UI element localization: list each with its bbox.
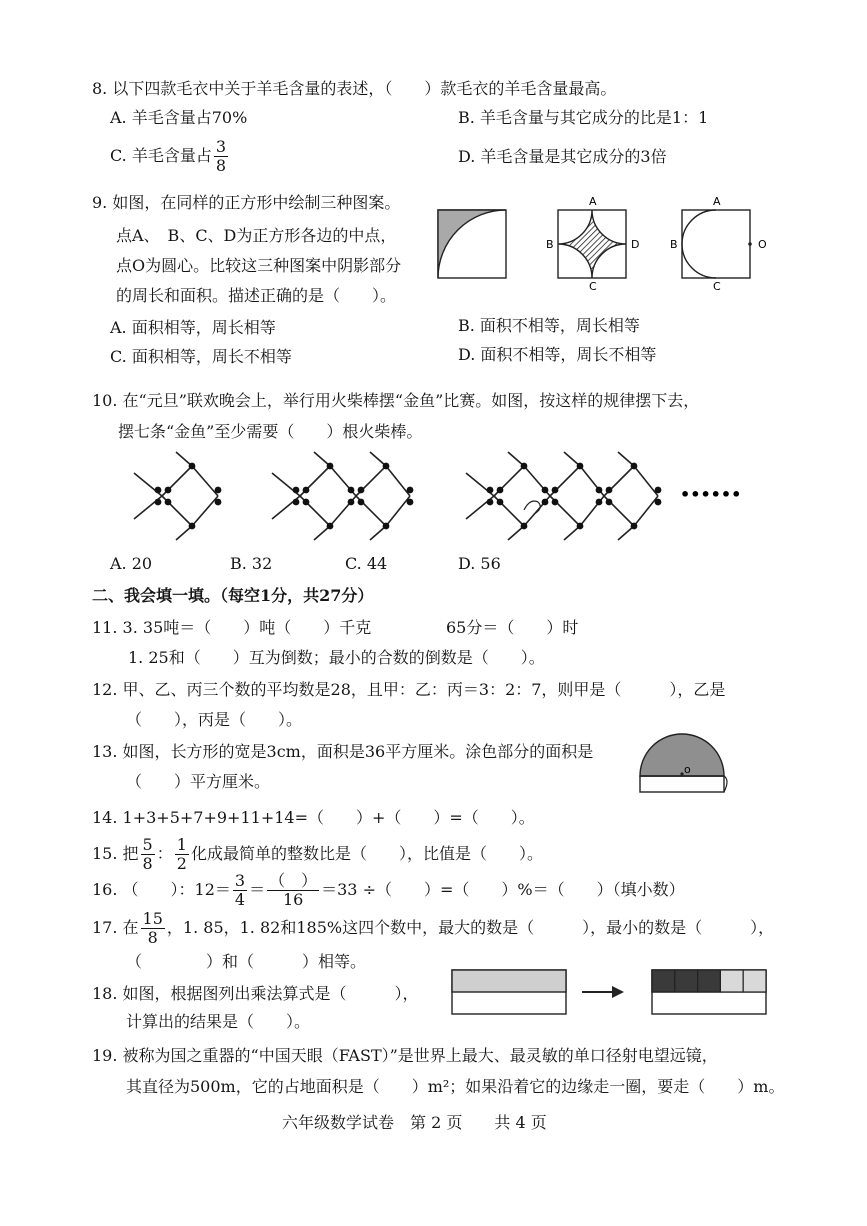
q10-ellipsis: •••••• bbox=[680, 485, 742, 504]
q16-f2-num: （ ） bbox=[269, 871, 318, 890]
q12-line2: （ ），丙是（ ）。 bbox=[126, 710, 303, 729]
q8-option-a: A. 羊毛含量占70% bbox=[110, 108, 248, 127]
q8-frac-num: 3 bbox=[215, 137, 227, 156]
q11-line1a: 11. 3. 35吨＝（ ）吨（ ）千克 bbox=[92, 618, 372, 637]
section-2-heading: 二、我会填一填。（每空1分，共27分） bbox=[92, 586, 374, 605]
q17-suffix: ，1. 85，1. 82和185%这四个数中，最大的数是（ ），最小的数是（ ）， bbox=[166, 918, 775, 937]
q17-prefix: 17. 在 bbox=[92, 918, 139, 937]
q16-f1-num: 3 bbox=[234, 871, 246, 890]
q9-label-d1: D bbox=[631, 238, 640, 251]
q18-line1: 18. 如图，根据图列出乘法算式是（ ）， bbox=[92, 984, 419, 1003]
q12-line1: 12. 甲、乙、丙三个数的平均数是28，且甲：乙：丙＝3：2：7，则甲是（ ），乙是 bbox=[92, 680, 726, 699]
q13-line2: （ ）平方厘米。 bbox=[126, 772, 271, 791]
q10-option-b: B. 32 bbox=[230, 554, 273, 573]
q16-fraction-2 bbox=[267, 872, 319, 909]
q10-option-a: A. 20 bbox=[110, 554, 153, 573]
q16-prefix: 16. （ ）：12＝ bbox=[92, 880, 231, 899]
q9-label-o: O bbox=[758, 238, 767, 251]
q9-label-b2: B bbox=[670, 238, 678, 251]
q9-label-a2: A bbox=[713, 195, 721, 208]
q18-arrow bbox=[582, 986, 624, 998]
q9-figures bbox=[430, 192, 780, 292]
q17-line2: （ ）和（ ）相等。 bbox=[126, 952, 367, 971]
q19-line2: 其直径为500m，它的占地面积是（ ）m²；如果沿着它的边缘走一圈，要走（ ）m。 bbox=[126, 1077, 785, 1096]
q9-figure-3 bbox=[682, 210, 752, 278]
q15-f2-den: 2 bbox=[176, 854, 187, 873]
q9-option-c: C. 面积相等，周长不相等 bbox=[110, 347, 292, 366]
q9-figure-1 bbox=[438, 210, 506, 278]
q9-line3: 点O为圆心。比较这三种图案中阴影部分 bbox=[116, 256, 402, 275]
q13-line1: 13. 如图，长方形的宽是3cm，面积是36平方厘米。涂色部分的面积是 bbox=[92, 742, 594, 761]
q10-line2: 摆七条“金鱼”至少需要（ ）根火柴棒。 bbox=[118, 422, 423, 441]
q8-fraction bbox=[214, 138, 228, 175]
q15-prefix: 15. 把 bbox=[92, 844, 139, 863]
q15-line bbox=[92, 834, 543, 874]
q9-line2: 点A、 B、C、D为正方形各边的中点， bbox=[116, 226, 397, 245]
q15-f1-num: 5 bbox=[142, 835, 153, 854]
q9-option-b: B. 面积不相等，周长相等 bbox=[458, 316, 640, 335]
q18-bar-2 bbox=[652, 970, 766, 1014]
q9-line4: 的周长和面积。描述正确的是（ ）。 bbox=[116, 286, 397, 305]
q9-option-d: D. 面积不相等，周长不相等 bbox=[458, 345, 657, 364]
q8-option-d: D. 羊毛含量是其它成分的3倍 bbox=[458, 147, 667, 166]
q9-label-c1: C bbox=[589, 280, 597, 292]
q16-line bbox=[92, 870, 685, 910]
q9-option-a: A. 面积相等，周长相等 bbox=[110, 318, 276, 337]
q15-fraction-1 bbox=[141, 836, 155, 873]
q10-line1: 10. 在“元旦”联欢晚会上，举行用火柴棒摆“金鱼”比赛。如图，按这样的规律摆下去， bbox=[92, 391, 700, 410]
q9-line1: 9. 如图，在同样的正方形中绘制三种图案。 bbox=[92, 193, 401, 212]
q8-stem: 8. 以下四款毛衣中关于羊毛含量的表述，（ ）款毛衣的羊毛含量最高。 bbox=[92, 79, 617, 98]
q15-fraction-2 bbox=[175, 836, 189, 873]
q15-suffix: 化成最简单的整数比是（ ），比值是（ ）。 bbox=[190, 844, 543, 863]
q10-option-d: D. 56 bbox=[458, 554, 501, 573]
q18-bar-1 bbox=[452, 970, 566, 1014]
q16-equals: ＝ bbox=[249, 880, 266, 899]
q10-fish-3 bbox=[466, 452, 661, 540]
q19-line1: 19. 被称为国之重器的“中国天眼（FAST）”是世界上最大、最灵敏的单口径射电望远镜， bbox=[92, 1046, 718, 1065]
q16-suffix: ＝33 ÷（ ）=（ ）%＝（ ）（填小数） bbox=[321, 880, 685, 899]
q10-matchstick-figures bbox=[120, 440, 760, 550]
q16-fraction-1 bbox=[233, 872, 247, 909]
q15-f2-num: 1 bbox=[176, 835, 187, 854]
q16-f1-den: 4 bbox=[234, 890, 246, 909]
q8-option-c-text: C. 羊毛含量占 bbox=[110, 146, 212, 165]
q9-label-a1: A bbox=[589, 195, 597, 208]
q9-label-b1: B bbox=[546, 238, 554, 251]
q17-line1 bbox=[92, 908, 774, 948]
q17-frac-den: 8 bbox=[147, 928, 158, 947]
q9-figure-2 bbox=[558, 210, 626, 278]
q13-label-o: o bbox=[684, 763, 691, 776]
q11-line2: 1. 25和（ ）互为倒数；最小的合数的倒数是（ ）。 bbox=[128, 648, 545, 667]
q10-fish-2 bbox=[272, 452, 413, 540]
q10-option-c: C. 44 bbox=[345, 554, 388, 573]
q16-f2-den: 16 bbox=[282, 890, 304, 909]
q17-fraction bbox=[141, 910, 165, 947]
q10-fish-1 bbox=[134, 452, 221, 540]
q15-colon: ： bbox=[156, 844, 173, 863]
q8-option-b: B. 羊毛含量与其它成分的比是1：1 bbox=[458, 108, 709, 127]
q13-figure bbox=[632, 728, 742, 800]
q8-option-c bbox=[110, 136, 230, 176]
q8-frac-den: 8 bbox=[215, 156, 227, 175]
q9-label-c2: C bbox=[713, 280, 721, 292]
page-footer: 六年级数学试卷 第 2 页 共 4 页 bbox=[282, 1113, 547, 1132]
q15-f1-den: 8 bbox=[142, 854, 153, 873]
q18-line2: 计算出的结果是（ ）。 bbox=[126, 1012, 311, 1031]
q14-line: 14. 1+3+5+7+9+11+14=（ ）+（ ）=（ ）。 bbox=[92, 808, 535, 827]
q17-frac-num: 15 bbox=[142, 909, 163, 928]
q11-line1b: 65分＝（ ）时 bbox=[446, 618, 579, 637]
q18-figure bbox=[448, 964, 773, 1024]
